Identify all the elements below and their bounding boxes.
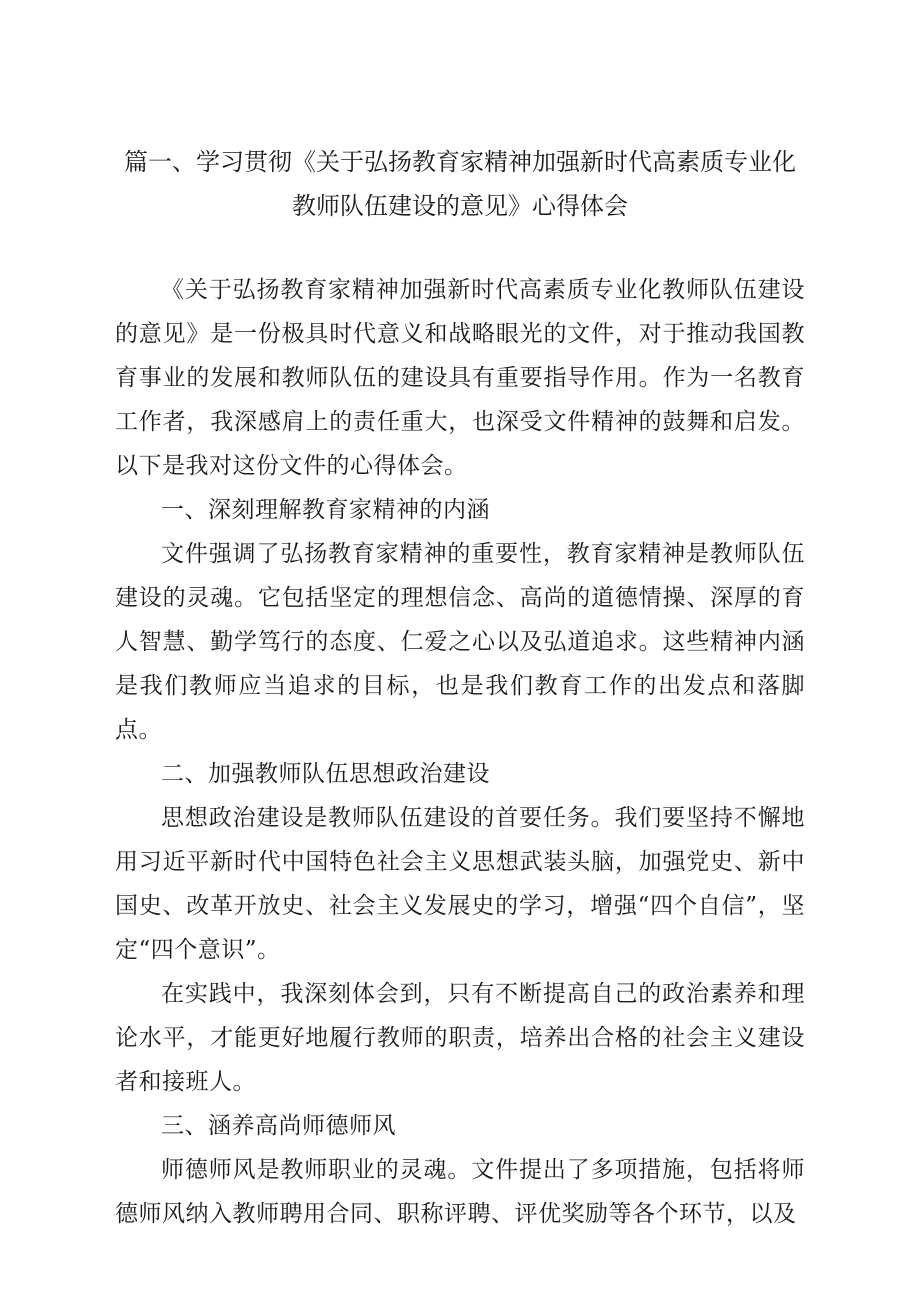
section-heading-1: 一、深刻理解教育家精神的内涵 [161, 497, 490, 523]
document-title [115, 140, 805, 228]
title-line-1: 篇一、学习贯彻《关于弘扬教育家精神加强新时代高素质专业化 [124, 148, 796, 176]
section-2-paragraph-1: 思想政治建设是教师队伍建设的首要任务。我们要坚持不懈地用习近平新时代中国特色社会主义思想武装头脑，加强党史、新中国史、改革开放史、社会主义发展史的学习，增强“四个自信”，坚定“四个意识”。 [115, 805, 805, 963]
section-heading-3: 三、涵养高尚师德师风 [161, 1113, 396, 1139]
section-1-paragraph: 文件强调了弘扬教育家精神的重要性，教育家精神是教师队伍建设的灵魂。它包括坚定的理想信念、高尚的道德情操、深厚的育人智慧、勤学笃行的态度、仁爱之心以及弘道追求。这些精神内涵是我们教师应当追求的目标，也是我们教育工作的出发点和落脚点。 [115, 541, 805, 743]
title-line-2: 教师队伍建设的意见》心得体会 [292, 192, 628, 220]
section-2-paragraph-2: 在实践中，我深刻体会到，只有不断提高自己的政治素养和理论水平，才能更好地履行教师的职责，培养出合格的社会主义建设者和接班人。 [115, 981, 805, 1095]
section-3-paragraph: 师德师风是教师职业的灵魂。文件提出了多项措施，包括将师德师风纳入教师聘用合同、职称评聘、评优奖励等各个环节，以及 [115, 1157, 805, 1227]
intro-paragraph: 《关于弘扬教育家精神加强新时代高素质专业化教师队伍建设的意见》是一份极具时代意义和战略眼光的文件，对于推动我国教育事业的发展和教师队伍的建设具有重要指导作用。作为一名教育工作者，我深感肩上的责任重大，也深受文件精神的鼓舞和启发。以下是我对这份文件的心得体会。 [115, 277, 805, 479]
document-body [115, 268, 805, 1236]
section-heading-2: 二、加强教师队伍思想政治建设 [161, 761, 490, 787]
